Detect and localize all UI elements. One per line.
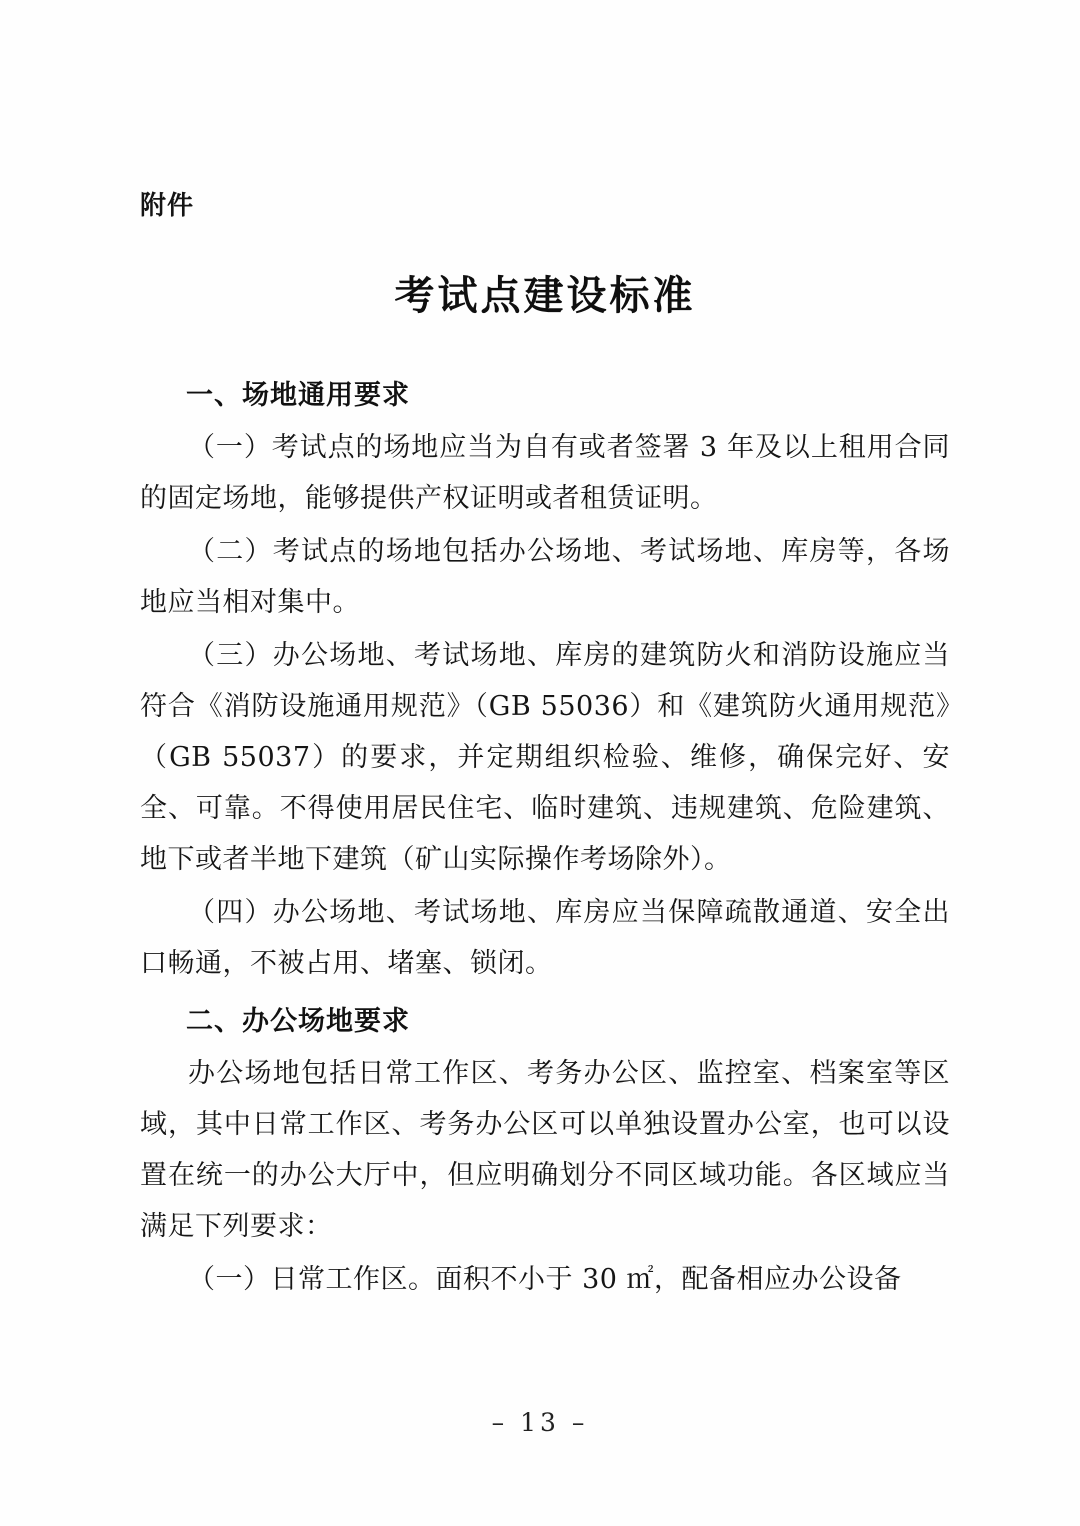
page-number: – 13 – <box>491 1408 589 1437</box>
section-heading-2: 二、办公场地要求 <box>186 1006 410 1037</box>
section-heading-1: 一、场地通用要求 <box>186 380 410 411</box>
paragraph-1-1: （一）考试点的场地应当为自有或者签署 3 年及以上租用合同的固定场地，能够提供产权证明或者租赁证明。 <box>140 432 950 514</box>
page-title: 考试点建设标准 <box>394 273 696 319</box>
section-spacer <box>140 991 950 999</box>
document-body <box>140 185 950 1305</box>
paragraph-1-2: （二）考试点的场地包括办公场地、考试场地、库房等，各场地应当相对集中。 <box>140 536 950 618</box>
attachment-label: 附件 <box>140 191 195 221</box>
paragraph-2-1: 办公场地包括日常工作区、考务办公区、监控室、档案室等区域，其中日常工作区、考务办公区可以单独设置办公室，也可以设置在统一的办公大厅中，但应明确划分不同区域功能。各区域应当满足下列要求： <box>140 1058 950 1242</box>
paragraph-1-4: （四）办公场地、考试场地、库房应当保障疏散通道、安全出口畅通，不被占用、堵塞、锁闭。 <box>140 897 950 979</box>
paragraph-2-2: （一）日常工作区。面积不小于 30 ㎡，配备相应办公设备 <box>188 1264 902 1295</box>
paragraph-1-3: （三）办公场地、考试场地、库房的建筑防火和消防设施应当符合《消防设施通用规范》（GB 55036）和《建筑防火通用规范》（GB 55037）的要求，并定期组织检验、维修，确保完好、安全、可靠。不得使用居民住宅、临时建筑、违规建筑、危险建筑、地下或者半地下建筑（矿山实际操作考场除外）。 <box>140 640 950 875</box>
